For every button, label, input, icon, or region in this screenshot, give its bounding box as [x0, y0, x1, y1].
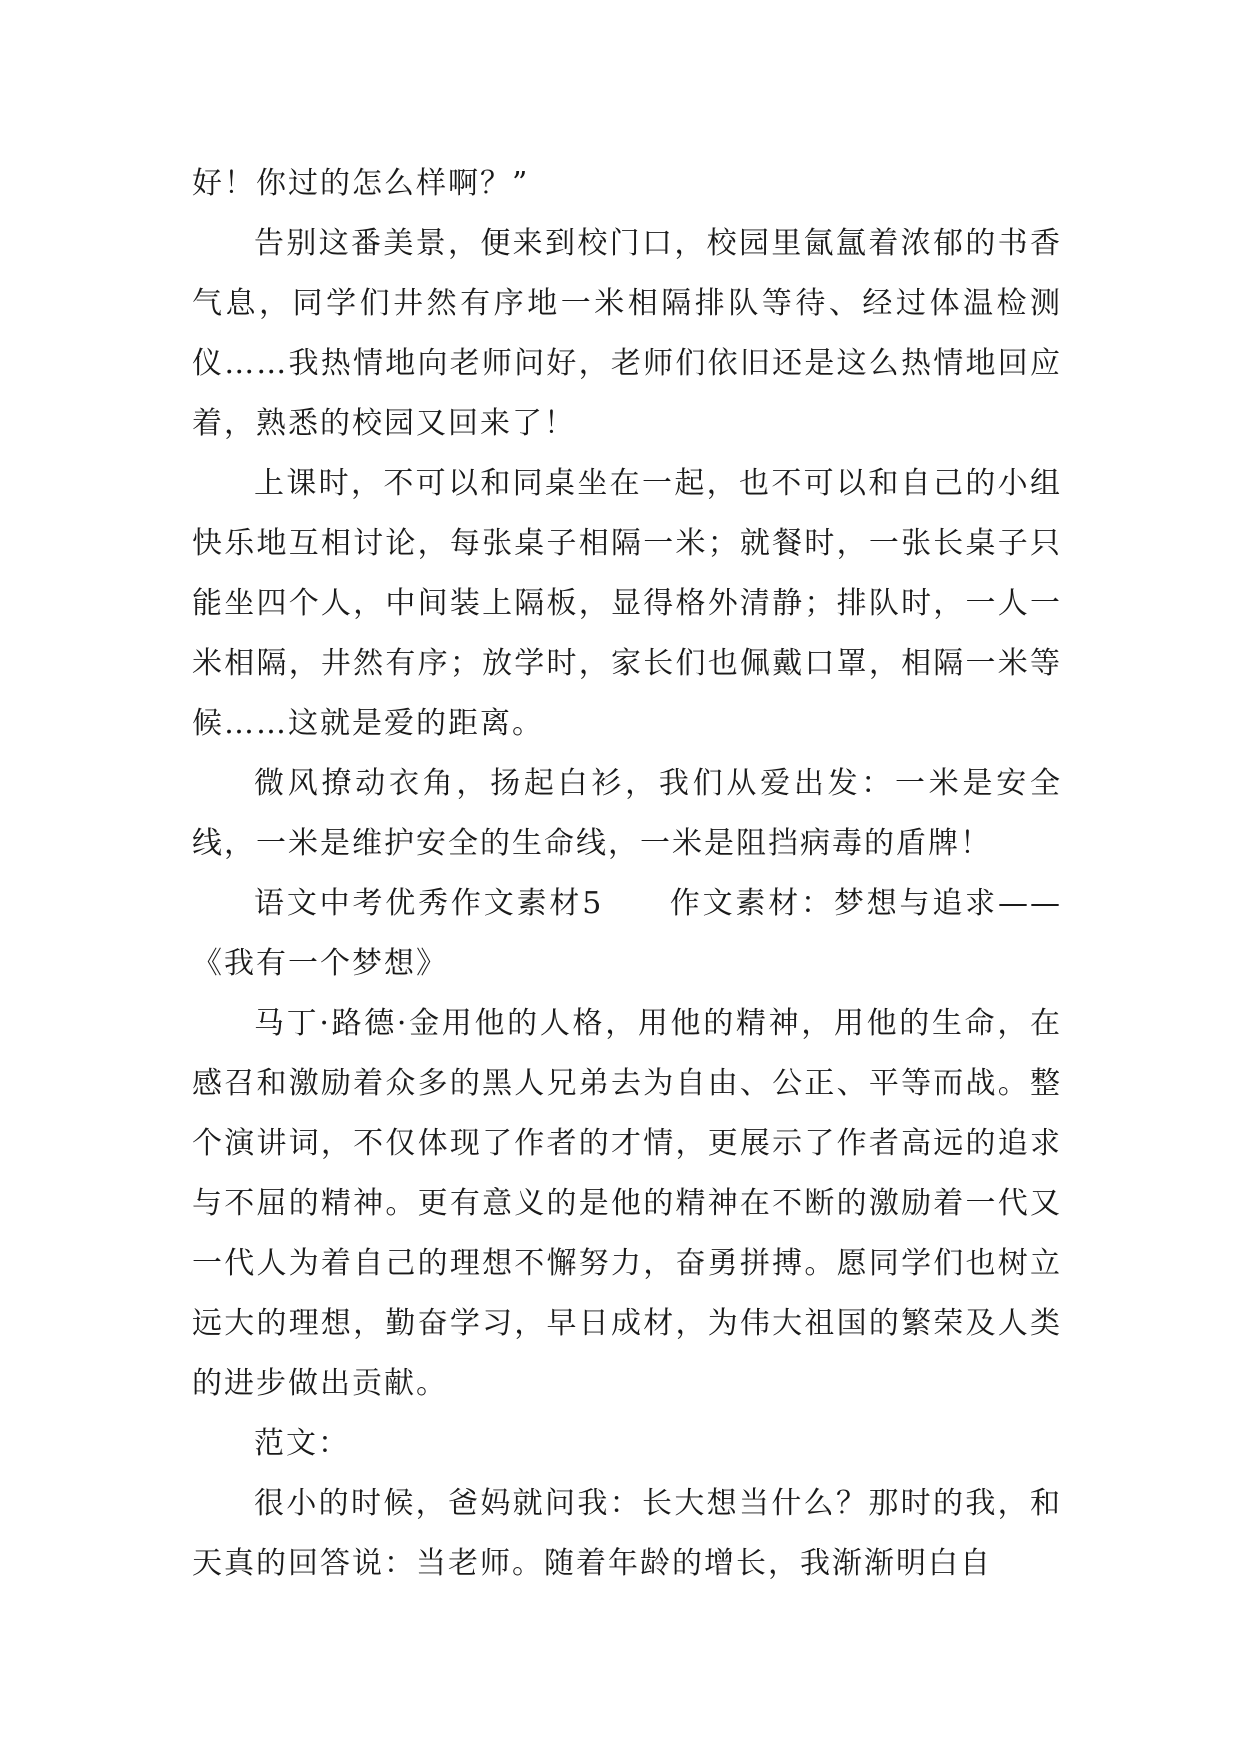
sample-essay-label: 范文： — [254, 1426, 350, 1461]
paragraph-distance: 上课时，不可以和同桌坐在一起，也不可以和自己的小组快乐地互相讨论，每张桌子相隔一米；就餐时，一张长桌子只能坐四个人，中间装上隔板，显得格外清静；排队时，一人一米相隔，井然有序；放学时，家长们也佩戴口罩，相隔一米等候……这就是爱的距离。 — [192, 466, 1062, 741]
paragraph-one-meter: 微风撩动衣角，扬起白衫，我们从爱出发：一米是安全线，一米是维护安全的生命线，一米是阻挡病毒的盾牌！ — [192, 766, 1062, 861]
section-heading: 语文中考优秀作文素材5 作文素材：梦想与追求——《我有一个梦想》 — [192, 886, 1062, 981]
document-body — [192, 154, 1062, 1594]
paragraph-school-gate: 告别这番美景，便来到校门口，校园里氤氲着浓郁的书香气息，同学们井然有序地一米相隔排队等待、经过体温检测仪……我热情地向老师问好，老师们依旧还是这么热情地回应着，熟悉的校园又回来了！ — [192, 226, 1062, 441]
paragraph-sample-essay: 很小的时候，爸妈就问我：长大想当什么？那时的我，和天真的回答说：当老师。随着年龄的增长，我渐渐明白自 — [192, 1486, 1062, 1581]
paragraph-mlk: 马丁·路德·金用他的人格，用他的精神，用他的生命，在感召和激励着众多的黑人兄弟去为自由、公正、平等而战。整个演讲词，不仅体现了作者的才情，更展示了作者高远的追求与不屈的精神。更有意义的是他的精神在不断的激励着一代又一代人为着自己的理想不懈努力，奋勇拼搏。愿同学们也树立远大的理想，勤奋学习，早日成材，为伟大祖国的繁荣及人类的进步做出贡献。 — [192, 1006, 1062, 1401]
paragraph-continuation: 好！你过的怎么样啊？” — [192, 166, 530, 201]
